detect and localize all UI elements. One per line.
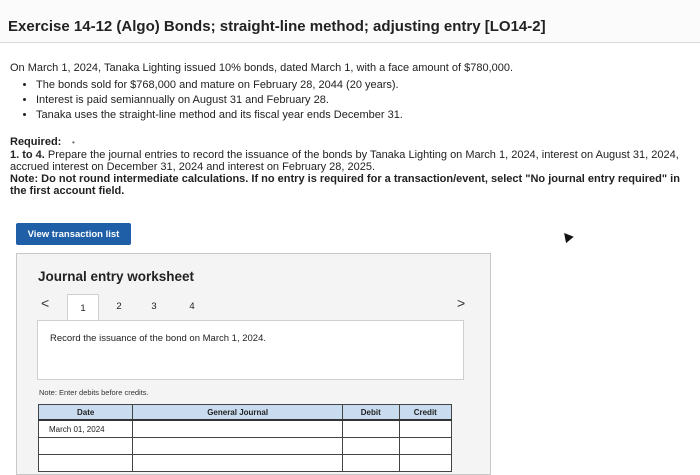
header-debit: Debit xyxy=(342,405,399,421)
date-cell xyxy=(39,455,133,472)
debit-cell[interactable] xyxy=(342,455,399,472)
problem-bullets xyxy=(20,78,403,123)
tab-2[interactable]: 2 xyxy=(116,300,122,312)
next-chevron-icon[interactable]: > xyxy=(457,295,466,311)
tab-4[interactable]: 4 xyxy=(189,300,195,312)
prev-chevron-icon[interactable]: < xyxy=(41,295,50,311)
credit-input[interactable] xyxy=(400,421,455,437)
title-bar xyxy=(0,0,700,43)
header-general-journal: General Journal xyxy=(133,405,343,421)
account-input[interactable] xyxy=(133,438,346,454)
date-cell: March 01, 2024 xyxy=(39,420,133,438)
instruction-text: Record the issuance of the bond on March 1, 2024. xyxy=(50,333,266,344)
account-input[interactable] xyxy=(133,455,346,471)
journal-entry-worksheet xyxy=(16,253,491,475)
bullet-item: • Interest is paid semiannually on August 31 and February 28. xyxy=(36,93,403,108)
table-row xyxy=(39,455,452,472)
account-input[interactable] xyxy=(133,421,346,437)
required-prefix: 1. to 4. xyxy=(10,149,45,161)
instruction-note: Note: Do not round intermediate calculations. If no entry is required for a transaction/event, select "No journal entry required" in the first account field. xyxy=(10,173,680,197)
date-cell xyxy=(39,438,133,455)
bullet-item: • The bonds sold for $768,000 and mature on February 28, 2044 (20 years). xyxy=(36,78,403,93)
credit-input[interactable] xyxy=(400,438,455,454)
mouse-cursor-icon xyxy=(560,230,573,243)
debit-cell[interactable] xyxy=(342,420,399,438)
debit-credit-note: Note: Enter debits before credits. xyxy=(39,388,149,397)
debit-input[interactable] xyxy=(343,455,403,471)
credit-cell[interactable] xyxy=(399,420,451,438)
debit-input[interactable] xyxy=(343,438,403,454)
debit-cell[interactable] xyxy=(342,438,399,455)
bullet-item: • Tanaka uses the straight-line method and its fiscal year ends December 31. xyxy=(36,108,403,123)
worksheet-title: Journal entry worksheet xyxy=(38,269,195,284)
required-body: Prepare the journal entries to record the issuance of the bonds by Tanaka Lighting on March 1, 2024, interest on August 31, 2024, accrued interest on December 31, 2024 and interest on February 28, 2025. xyxy=(10,149,679,173)
tab-1[interactable]: 1 xyxy=(67,294,99,321)
header-credit: Credit xyxy=(399,405,451,421)
table-row xyxy=(39,438,452,455)
tab-3[interactable]: 3 xyxy=(151,300,157,312)
required-label: Required: xyxy=(10,136,62,148)
credit-input[interactable] xyxy=(400,455,455,471)
required-text xyxy=(10,149,685,173)
account-cell[interactable] xyxy=(133,438,343,455)
account-cell[interactable] xyxy=(133,420,343,438)
credit-cell[interactable] xyxy=(399,455,451,472)
table-header-row xyxy=(39,405,452,421)
account-cell[interactable] xyxy=(133,455,343,472)
table-row xyxy=(39,420,452,438)
credit-cell[interactable] xyxy=(399,438,451,455)
page-title: Exercise 14-12 (Algo) Bonds; straight-line method; adjusting entry [LO14-2] xyxy=(8,18,546,35)
journal-table xyxy=(38,404,452,472)
view-transaction-list-button[interactable]: View transaction list xyxy=(16,223,131,245)
instruction-box xyxy=(37,320,464,380)
debit-input[interactable] xyxy=(343,421,403,437)
problem-intro: On March 1, 2024, Tanaka Lighting issued 10% bonds, dated March 1, with a face amount of $780,000. xyxy=(10,62,514,74)
header-date: Date xyxy=(39,405,133,421)
dot-icon: • xyxy=(72,138,75,147)
